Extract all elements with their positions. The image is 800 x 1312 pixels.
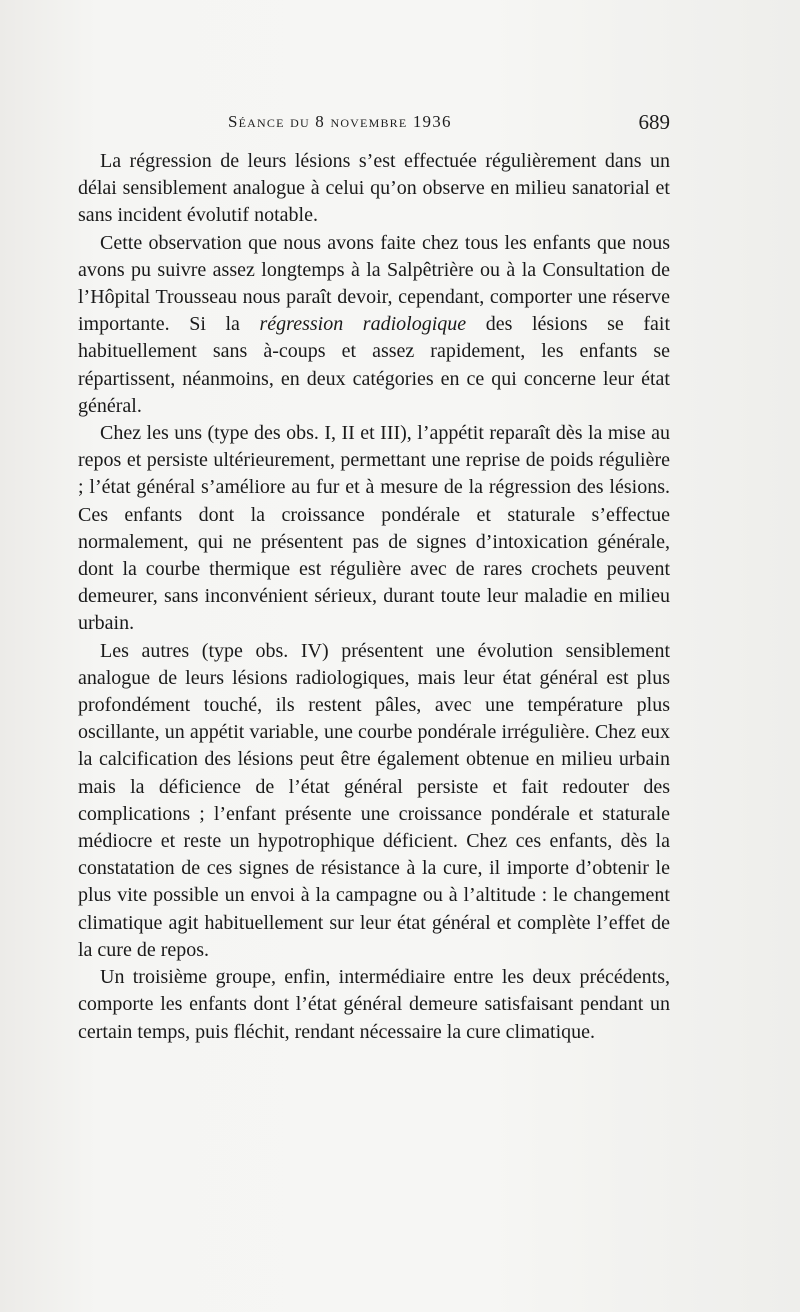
body-text [78, 148, 670, 1046]
paragraph-2 [78, 230, 670, 420]
paragraph-3: Chez les uns (type des obs. I, II et III), l’appétit reparaît dès la mise au repos et persiste ultérieurement, permettant une reprise de poids régulière ; l’état général s’améliore au fur et à mesure de la régression des lésions. Ces enfants dont la croissance pondérale et staturale s’effectue normalement, qui ne présentent pas de signes d’intoxication générale, dont la courbe thermique est régulière avec de rares crochets peuvent demeurer, sans inconvénient sérieux, durant toute leur maladie en milieu urbain. [78, 422, 670, 635]
running-head-prefix: Séance du [228, 112, 310, 131]
running-head-year: 1936 [412, 112, 452, 131]
paragraph-2-part-b: des lésions se fait habituellement sans à-coups et assez rapidement, les enfants se répartissent, néanmoins, en deux catégories en ce qui concerne leur état général. [78, 313, 671, 417]
running-head [228, 112, 452, 132]
paragraph-4: Les autres (type obs. IV) présentent une évolution sensiblement analogue de leurs lésions radiologiques, mais leur état général est plus profondément touché, ils restent pâles, avec une température plus oscillante, un appétit variable, une courbe pondérale irrégulière. Chez eux la calcification des lésions peut être également obtenue en milieu urbain mais la déficience de l’état général persiste et fait redouter des complications ; l’enfant présente une croissance pondérale et staturale médiocre et reste un hypotrophique déficient. Chez ces enfants, dès la constatation de ces signes de résistance à la cure, il importe d’obtenir le plus vite possible un envoi à la campagne ou à l’altitude : le changement climatique agit habituellement sur leur état général et complète l’effet de la cure de repos. [78, 639, 670, 961]
page-number: 689 [638, 110, 670, 134]
page-header [78, 108, 670, 138]
running-head-day: 8 [315, 112, 325, 131]
paragraph-1: La régression de leurs lésions s’est effectuée régulièrement dans un délai sensiblement analogue à celui qu’on observe en milieu sanatorial et sans incident évolutif notable. [78, 150, 670, 227]
paragraph-2-italic: régression radiologique [259, 313, 467, 336]
paragraph-5: Un troisième groupe, enfin, intermédiaire entre les deux précédents, comporte les enfants dont l’état général demeure satisfaisant pendant un certain temps, puis fléchit, rendant nécessaire la cure climatique. [78, 966, 670, 1043]
running-head-month: novembre [330, 112, 408, 131]
paragraph-2-part-a: Cette observation que nous avons faite chez tous les enfants que nous avons pu suivre assez longtemps à la Salpêtrière ou à la Consultation de l’Hôpital Trousseau nous paraît devoir, cependant, comporter une réserve importante. Si la [78, 231, 670, 336]
